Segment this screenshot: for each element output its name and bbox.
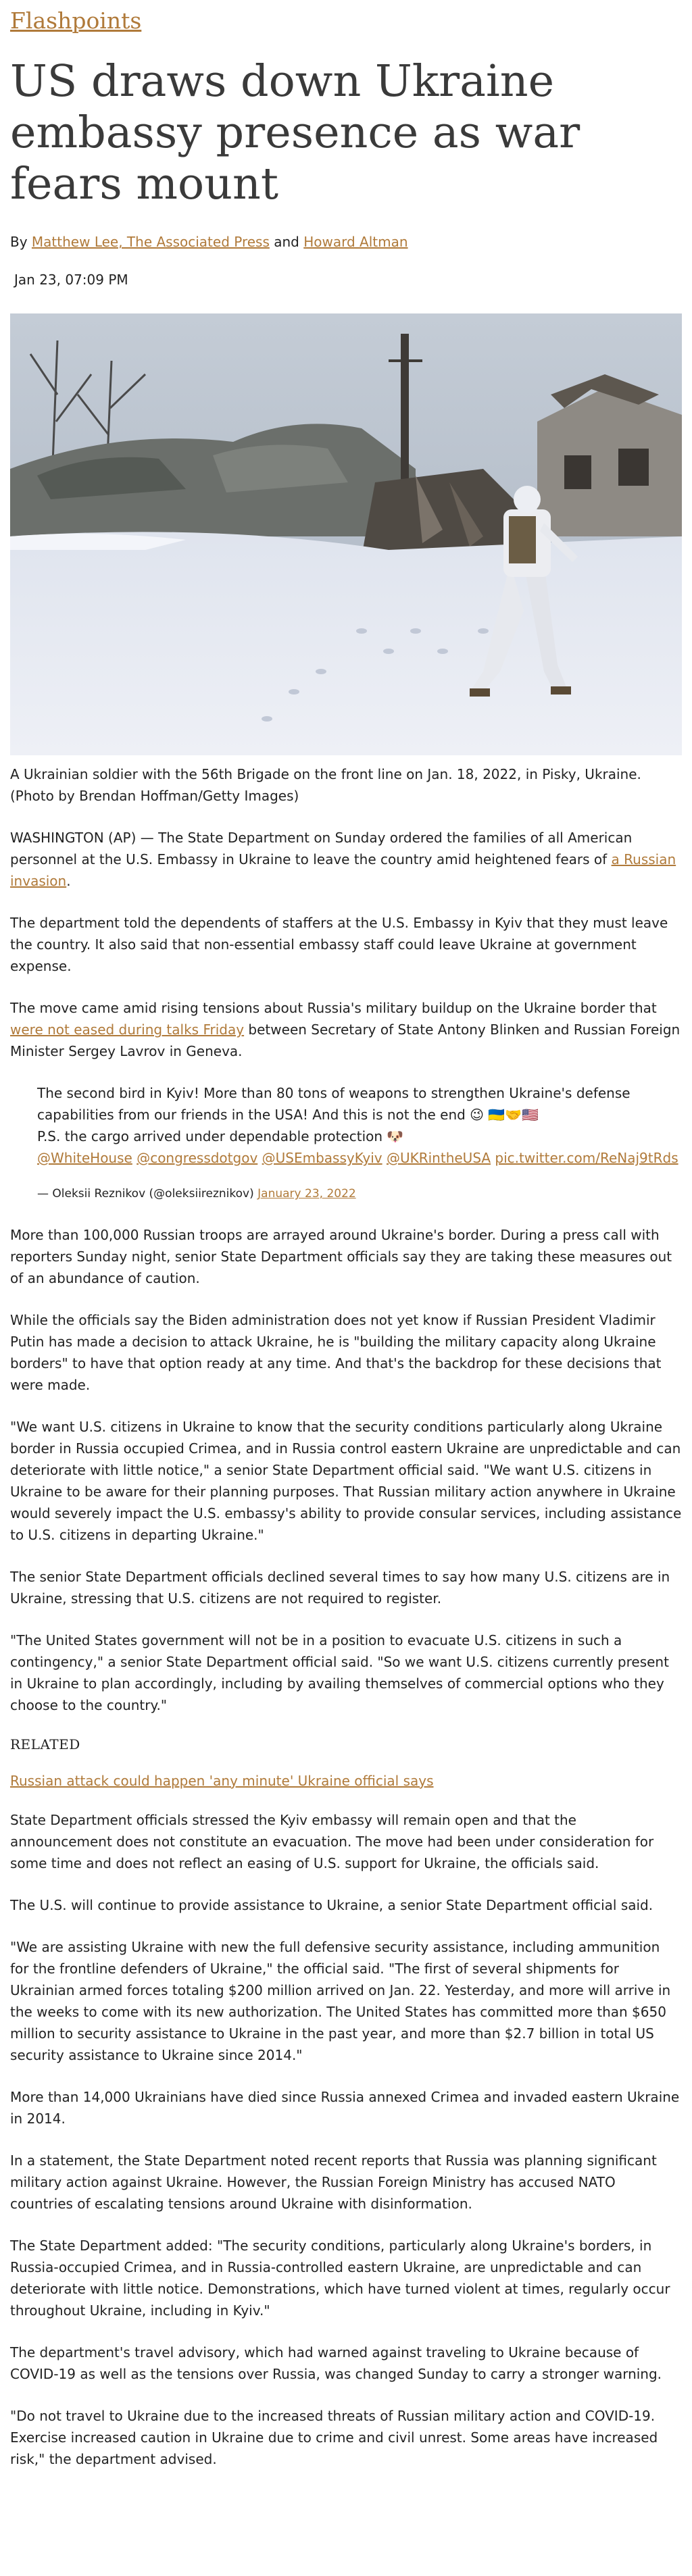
paragraph: The move came amid rising tensions about Russia's military buildup on the Ukraine border that were not eased during talks Friday between Secretary of State Antony Blinken and Russian Foreign Minister Sergey Lavrov in Geneva. [10, 1000, 681, 1060]
paragraph: "The United States government will not be in a position to evacuate U.S. citizens in such a contingency," a senior State Department official said. "So we want U.S. citizens currently present in Ukraine to plan accordingly, including by availing themselves of commercial options who they choose to the country." [10, 1632, 669, 1713]
paragraph: The department's travel advisory, which had warned against traveling to Ukraine because of COVID-19 as well as the tensions over Russia, was changed Sunday to carry a stronger warning. [10, 2344, 662, 2382]
tweet-mentions [37, 1147, 682, 1169]
mention-whitehouse[interactable]: @WhiteHouse [37, 1150, 132, 1167]
tweet-signature: — Oleksii Reznikov (@oleksiireznikov) January 23, 2022 [37, 1187, 356, 1201]
section-link[interactable]: Flashpoints [10, 7, 142, 34]
mention-congress[interactable]: @congressdotgov [137, 1150, 258, 1167]
related-heading: RELATED [10, 1736, 80, 1752]
author-link-altman[interactable]: Howard Altman [303, 234, 408, 251]
byline-prefix: By [10, 234, 32, 251]
paragraph: WASHINGTON (AP) — The State Department on Sunday ordered the families of all American personnel at the U.S. Embassy in Ukraine to leave the country amid heightened fears of a Russian invasion. [10, 830, 676, 890]
byline-joiner: and [269, 234, 304, 251]
publish-date: Jan 23, 07:09 PM [14, 272, 128, 288]
paragraph: The State Department added: "The security conditions, particularly along Ukraine's borders, in Russia-occupied Crimea, and in Russia-controlled eastern Ukraine, are unpredictable and can deteriorate with little notice. Demonstrations, which have turned violent at times, regularly occur throughout Ukraine, including in Kyiv." [10, 2237, 670, 2319]
lead-photo [10, 313, 682, 755]
paragraph: The U.S. will continue to provide assistance to Ukraine, a senior State Department official said. [10, 1896, 653, 1913]
paragraph: "Do not travel to Ukraine due to the increased threats of Russian military action and COVID-19. Exercise increased caution in Ukraine due to crime and civil unrest. Some areas have increased risk," the department advised. [10, 2407, 658, 2467]
paragraph: While the officials say the Biden administration does not yet know if Russian President Vladimir Putin has made a decision to attack Ukraine, he is "building the military capacity along Ukraine borders" to have that option ready at any time. And that's the backdrop for these decisions that were made. [10, 1311, 662, 1393]
mention-ukrintheusa[interactable]: @UKRintheUSA [386, 1150, 491, 1167]
tweet-text: The second bird in Kyiv! More than 80 tons of weapons to strengthen Ukraine's defense capabilities from our friends in the USA! And this is not the end 😉 🇺🇦🤝🇺🇸 [37, 1085, 631, 1123]
headline: US draws down Ukraine embassy presence as war fears mount [10, 56, 580, 210]
embedded-tweet [37, 1082, 682, 1203]
paragraph: The department told the dependents of staffers at the U.S. Embassy in Kyiv that they must leave the country. It also said that non-essential embassy staff could leave Ukraine at government expense. [10, 915, 668, 975]
inline-link-russian-invasion[interactable]: a Russian invasion [10, 851, 676, 890]
byline [10, 233, 682, 251]
paragraph: More than 14,000 Ukrainians have died since Russia annexed Crimea and invaded eastern Ukraine in 2014. [10, 2088, 680, 2127]
paragraph: "We are assisting Ukraine with new the full defensive security assistance, including ammunition for the frontline defenders of Ukraine," the official said. "The first of several shipments for Ukrainian armed forces totaling $200 million arrived on Jan. 22. Yesterday, and more will arrive in the weeks to come with its new authorization. The United States has committed more than $650 million to security assistance to Ukraine in the past year, and more than $2.7 billion in total US security assistance to Ukraine since 2014." [10, 1938, 671, 2063]
paragraph: More than 100,000 Russian troops are arrayed around Ukraine's border. During a press call with reporters Sunday night, senior State Department officials say they are taking these measures out of an abundance of caution. [10, 1226, 672, 1286]
tweet-date-link[interactable]: January 23, 2022 [257, 1187, 356, 1201]
mention-usembassykyiv[interactable]: @USEmbassyKyiv [262, 1150, 382, 1167]
paragraph: In a statement, the State Department noted recent reports that Russia was planning significant military action against Ukraine. However, the Russian Foreign Ministry has accused NATO countries of escalating tensions around Ukraine with disinformation. [10, 2152, 657, 2212]
author-link-lee[interactable]: Matthew Lee, The Associated Press [31, 234, 270, 251]
paragraph: "We want U.S. citizens in Ukraine to know that the security conditions particularly along Ukraine border in Russia occupied Crimea, and in Russia control eastern Ukraine are unpredictable and can deteriorate with little notice," a senior State Department official said. "We want U.S. citizens in Ukraine to be aware for their planning purposes. That Russian military action anywhere in Ukraine would severely impact the U.S. embassy's ability to provide consular services, including assistance to U.S. citizens in departing Ukraine." [10, 1418, 682, 1543]
paragraph: State Department officials stressed the Kyiv embassy will remain open and that the announcement does not constitute an evacuation. The move had been under consideration for some time and does not reflect an easing of U.S. support for Ukraine, the officials said. [10, 1811, 654, 1871]
article-page [0, 9, 692, 2470]
tweet-text-ps: P.S. the cargo arrived under dependable protection 🐶 [37, 1128, 404, 1145]
tweet-pic-link[interactable]: pic.twitter.com/ReNaj9tRds [495, 1150, 678, 1167]
paragraph: The senior State Department officials declined several times to say how many U.S. citizens are in Ukraine, stressing that U.S. citizens are not required to register. [10, 1568, 670, 1607]
photo-caption: A Ukrainian soldier with the 56th Brigade on the front line on Jan. 18, 2022, in Pisky, Ukraine. (Photo by Brendan Hoffman/Getty Images) [10, 766, 641, 805]
inline-link-talks-friday[interactable]: were not eased during talks Friday [10, 1021, 245, 1038]
related-article-link[interactable]: Russian attack could happen 'any minute' Ukraine official says [10, 1772, 434, 1789]
